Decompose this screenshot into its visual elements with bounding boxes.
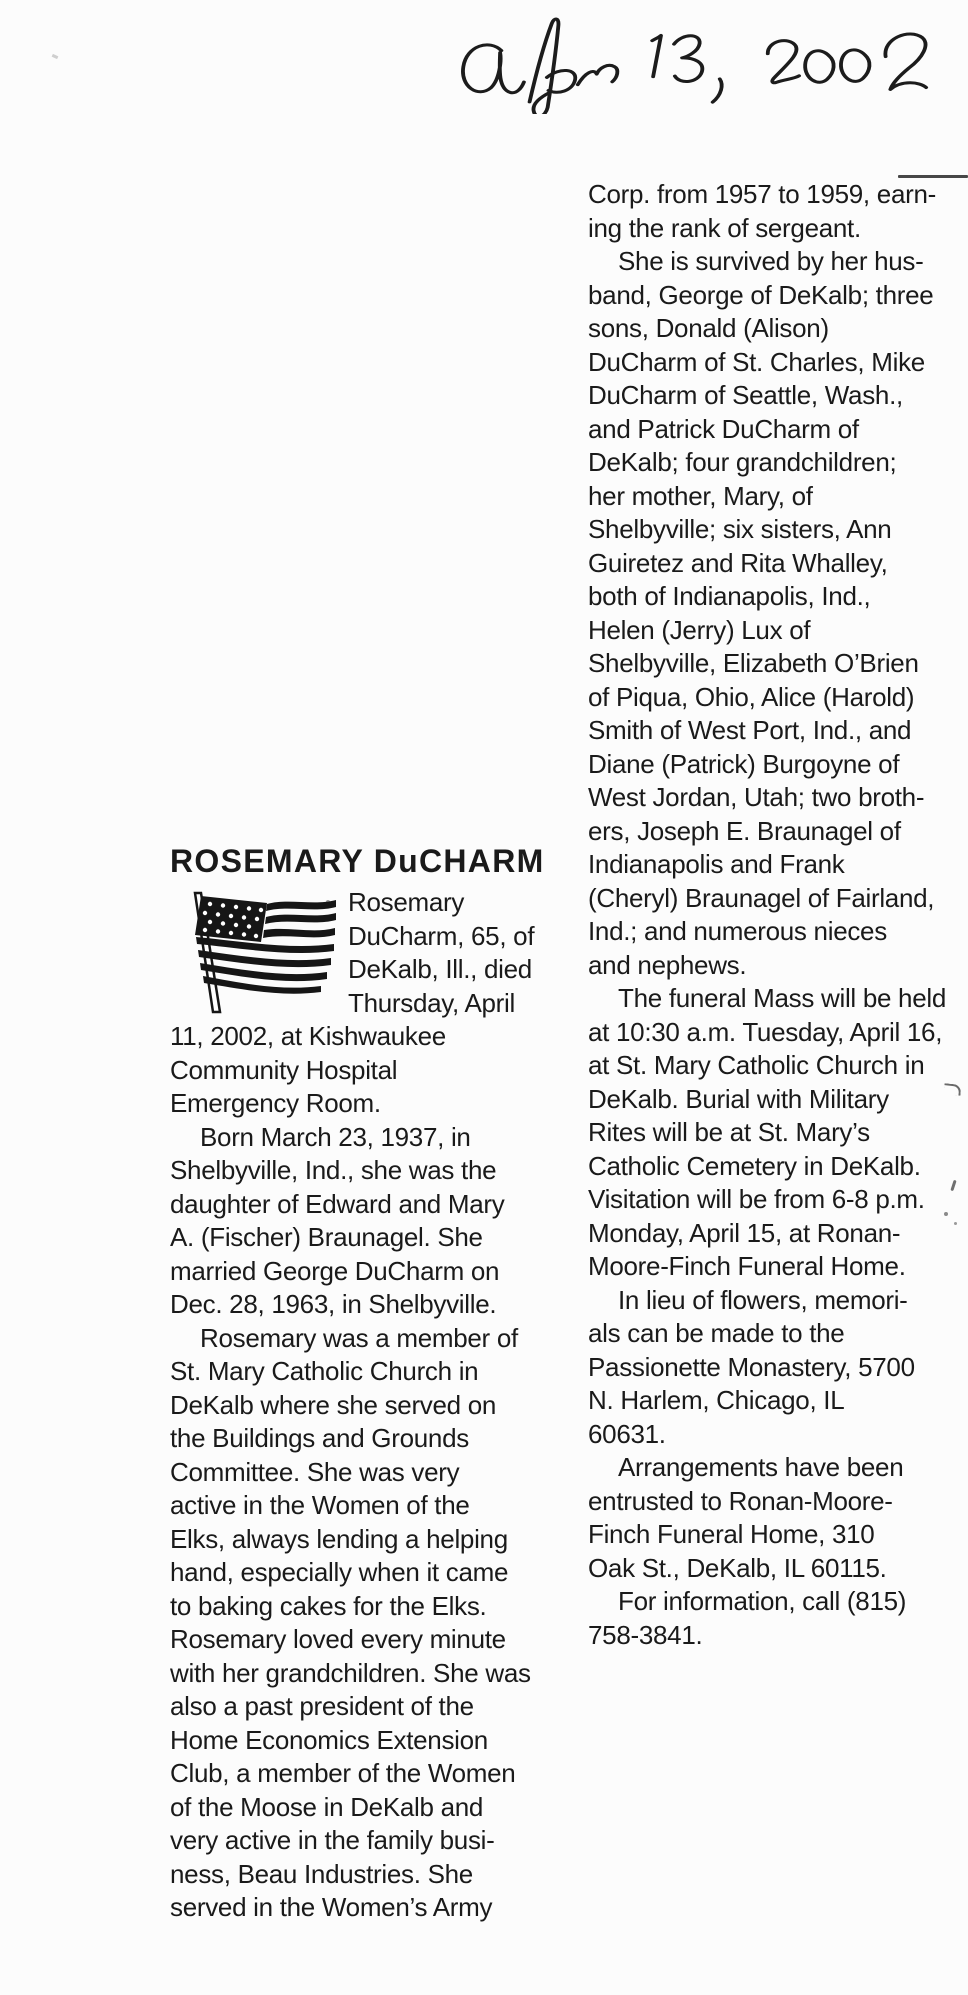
- text-line: DuCharm of Seattle, Wash.,: [588, 380, 903, 410]
- text-line: 758-3841.: [588, 1619, 703, 1650]
- left-column: [170, 842, 572, 1925]
- text-line: active in the Women of the: [170, 1490, 470, 1520]
- text-line: Dec. 28, 1963, in Shelbyville.: [170, 1289, 497, 1319]
- text-line: DeKalb; four grandchildren;: [588, 447, 897, 477]
- text-line: with her grandchildren. She was: [170, 1657, 531, 1688]
- text-line: to baking cakes for the Elks.: [170, 1590, 487, 1621]
- text-line: at St. Mary Catholic Church in: [588, 1050, 925, 1080]
- text-line: and nephews.: [588, 949, 747, 980]
- text-line: also a past president of the: [170, 1691, 474, 1721]
- text-line: Home Economics Extension: [170, 1724, 488, 1755]
- text-line: at 10:30 a.m. Tuesday, April 16,: [588, 1016, 943, 1047]
- text-line: Shelbyville; six sisters, Ann: [588, 514, 892, 544]
- text-line: her mother, Mary, of: [588, 480, 813, 511]
- text-line: (Cheryl) Braunagel of Fairland,: [588, 882, 935, 913]
- text-line: Visitation will be from 6-8 p.m.: [588, 1184, 925, 1214]
- text-line: DuCharm, 65, of: [348, 920, 535, 951]
- text-line: very active in the family busi-: [170, 1825, 495, 1855]
- paragraph: [588, 245, 968, 982]
- handwriting-strokes: [418, 2, 938, 114]
- text-line: Committee. She was very: [170, 1456, 460, 1487]
- text-line: For information, call (815): [618, 1586, 907, 1616]
- text-line: Rites will be at St. Mary’s: [588, 1117, 870, 1147]
- text-line: Moore-Finch Funeral Home.: [588, 1251, 906, 1281]
- text-line: and Patrick DuCharm of: [588, 413, 859, 444]
- text-line: The funeral Mass will be held: [618, 983, 947, 1013]
- text-line: Elks, always lending a helping: [170, 1523, 508, 1554]
- scan-artifact: [52, 54, 59, 59]
- text-line: ness, Beau Industries. She: [170, 1858, 473, 1889]
- text-line: 11, 2002, at Kishwaukee: [170, 1021, 446, 1051]
- paragraph: [588, 1451, 968, 1585]
- text-line: the Buildings and Grounds: [170, 1423, 469, 1453]
- text-line: Finch Funeral Home, 310: [588, 1519, 875, 1549]
- text-line: 60631.: [588, 1418, 666, 1449]
- text-line: Ind.; and numerous nieces: [588, 916, 887, 946]
- text-line: Indianapolis and Frank: [588, 849, 845, 879]
- text-line: Shelbyville, Ind., she was the: [170, 1155, 497, 1185]
- text-line: Emergency Room.: [170, 1088, 381, 1118]
- obituary-headline: ROSEMARY DuCHARM: [170, 843, 545, 879]
- handwritten-date: [418, 2, 938, 114]
- text-line: Shelbyville, Elizabeth O’Brien: [588, 648, 919, 678]
- text-line: ing the rank of sergeant.: [588, 212, 861, 243]
- right-column: [588, 178, 968, 1652]
- text-line: DeKalb. Burial with Military: [588, 1083, 889, 1114]
- text-line: St. Mary Catholic Church in: [170, 1356, 479, 1386]
- text-line: Community Hospital: [170, 1054, 398, 1085]
- text-line: Catholic Cemetery in DeKalb.: [588, 1150, 921, 1181]
- text-line: band, George of DeKalb; three: [588, 279, 934, 310]
- text-line: Born March 23, 1937, in: [200, 1121, 471, 1152]
- text-line: both of Indianapolis, Ind.,: [588, 581, 871, 611]
- text-line: served in the Women’s Army: [170, 1892, 493, 1922]
- text-line: daughter of Edward and Mary: [170, 1188, 505, 1219]
- text-line: N. Harlem, Chicago, IL: [588, 1385, 845, 1415]
- text-line: of Piqua, Ohio, Alice (Harold): [588, 681, 915, 712]
- text-line: A. (Fischer) Braunagel. She: [170, 1222, 483, 1252]
- text-line: In lieu of flowers, memori-: [618, 1284, 908, 1315]
- text-line: Arrangements have been: [618, 1452, 904, 1482]
- text-line: Rosemary was a member of: [200, 1322, 518, 1353]
- text-line: Rosemary: [348, 887, 465, 917]
- text-line: als can be made to the: [588, 1318, 845, 1348]
- us-flag-icon: [170, 890, 338, 1018]
- text-line: Helen (Jerry) Lux of: [588, 614, 811, 645]
- text-line: entrusted to Ronan-Moore-: [588, 1485, 893, 1516]
- paragraph: [588, 1585, 968, 1652]
- paragraph: [170, 1121, 572, 1322]
- text-line: Passionette Monastery, 5700: [588, 1351, 915, 1382]
- text-line: She is survived by her hus-: [618, 246, 924, 276]
- text-line: married George DuCharm on: [170, 1255, 500, 1286]
- text-line: DeKalb where she served on: [170, 1389, 497, 1420]
- text-line: Club, a member of the Women: [170, 1758, 516, 1788]
- text-line: ers, Joseph E. Braunagel of: [588, 815, 901, 846]
- paragraph: [588, 178, 968, 245]
- paragraph: [588, 982, 968, 1284]
- text-line: Guiretez and Rita Whalley,: [588, 547, 888, 578]
- text-line: sons, Donald (Alison): [588, 313, 829, 343]
- text-line: Rosemary loved every minute: [170, 1624, 506, 1654]
- paragraph: [588, 1284, 968, 1452]
- text-line: Oak St., DeKalb, IL 60115.: [588, 1552, 887, 1583]
- text-line: of the Moose in DeKalb and: [170, 1791, 484, 1822]
- text-line: West Jordan, Utah; two broth-: [588, 782, 925, 812]
- text-line: hand, especially when it came: [170, 1557, 509, 1587]
- paragraph: [170, 1322, 572, 1925]
- text-line: DeKalb, Ill., died: [348, 954, 532, 984]
- text-line: Monday, April 15, at Ronan-: [588, 1217, 901, 1248]
- text-line: Diane (Patrick) Burgoyne of: [588, 748, 900, 779]
- text-line: Smith of West Port, Ind., and: [588, 715, 912, 745]
- text-line: DuCharm of St. Charles, Mike: [588, 346, 925, 377]
- text-line: Thursday, April: [348, 987, 515, 1018]
- text-line: Corp. from 1957 to 1959, earn-: [588, 179, 936, 209]
